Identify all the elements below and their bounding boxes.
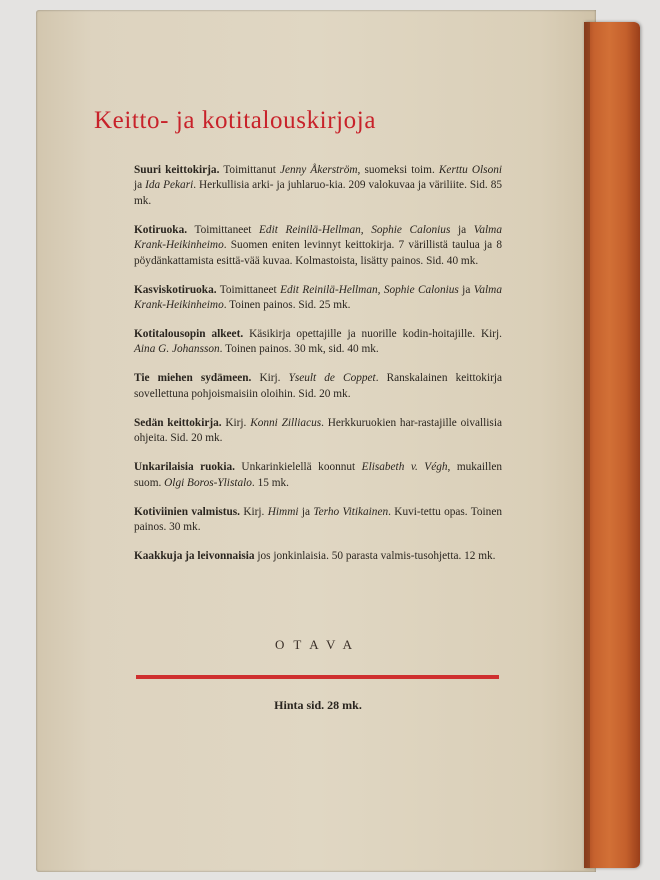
book-entry-text: . Herkkuruokien har-rastajille oivallisia ohjeita. Sid. 20 mk. xyxy=(134,416,502,445)
book-entry-person: Kerttu Olsoni xyxy=(438,164,503,176)
book-entry-person: Valma Krank-Heikinheimo xyxy=(134,283,502,312)
book-entry-title: Kotiviinien valmistus. xyxy=(134,505,240,518)
book-entry-person: Edit Reinilä-Hellman, Sophie Calonius xyxy=(280,283,459,296)
book-entry xyxy=(134,163,502,209)
book-entry-person: Aina G. Johansson xyxy=(134,343,220,356)
book-spine xyxy=(584,22,640,868)
book-entry-text: ja xyxy=(298,505,314,518)
page-title: Keitto- ja kotitalouskirjoja xyxy=(94,107,377,134)
book-entry-text: Toimittaneet xyxy=(216,283,281,296)
book-entry xyxy=(134,371,502,402)
book-entry-text: jos jonkinlaisia. 50 parasta valmis-tusohjetta. 12 mk. xyxy=(254,550,496,563)
book-entry-text: . Herkullisia arki- ja juhlaruo-kia. 209 valokuvaa ja väriliite. Sid. 85 mk. xyxy=(134,179,502,207)
book-entry-text: ja xyxy=(134,179,146,192)
book-entry-title: Unkarilaisia ruokia. xyxy=(134,461,235,474)
book-entry-title: Tie miehen sydämeen. xyxy=(134,372,252,385)
book-entry-person: Olgi Boros-Ylistalo xyxy=(164,476,252,489)
book-entry xyxy=(134,460,502,491)
book-entry-text: . Toinen painos. 30 mk, sid. 40 mk. xyxy=(219,343,379,356)
book-entry-text: , mukaillen suom. xyxy=(134,461,502,489)
book-entry-text: . Ranskalainen keittokirja sovellettuna pohjoismaisiin oloihin. Sid. 20 mk. xyxy=(134,372,502,400)
book-entry xyxy=(134,327,502,358)
price-label: Hinta sid. 28 mk. xyxy=(274,698,362,712)
book-entry-title: Kotiruoka. xyxy=(134,223,188,236)
book-entry-person: Terho Vitikainen xyxy=(313,505,389,518)
book-entry-text: ja xyxy=(458,283,474,296)
book-entry-person: Valma Krank-Heikinheimo xyxy=(134,223,502,252)
book-entry-person: Edit Reinilä-Hellman, Sophie Calonius xyxy=(259,223,451,236)
book-entry xyxy=(134,505,502,536)
book-entry-person: Elisabeth v. Végh xyxy=(361,461,448,474)
book-entry-text: . Toinen painos. Sid. 25 mk. xyxy=(223,299,351,312)
book-entry xyxy=(134,223,502,269)
book-entry-text: ja xyxy=(450,223,474,236)
book-entry-text: Unkarinkielellä koonnut xyxy=(234,461,362,474)
book-entry xyxy=(134,283,502,314)
book-entry-text: Kirj. xyxy=(221,416,251,429)
book-entry-person: Konni Zilliacus xyxy=(250,416,322,429)
book-list xyxy=(134,163,502,578)
red-rule-divider xyxy=(136,675,499,679)
book-entry-person: Himmi xyxy=(267,505,299,518)
book-entry-person: Jenny Åkerström xyxy=(279,164,358,176)
book-entry-text: , suomeksi toim. xyxy=(357,164,439,176)
spine-edge xyxy=(584,22,590,868)
book-entry-text: Toimittanut xyxy=(219,164,280,176)
book-entry-person: Ida Pekari xyxy=(145,179,194,192)
book-entry xyxy=(134,549,502,564)
book-entry xyxy=(134,416,502,447)
book-entry-text: . Suomen eniten levinnyt keittokirja. 7 värillistä taulua ja 8 pöydänkattamista esittä-vää kuvaa. Kolmastoista, lisätty painos. Sid. 40 mk. xyxy=(134,239,502,267)
book-entry-title: Kasviskotiruoka. xyxy=(134,283,217,296)
book-entry-text: . Kuvi-tettu opas. Toinen painos. 30 mk. xyxy=(134,505,502,534)
book-entry-title: Sedän keittokirja. xyxy=(134,416,222,429)
publisher-name: OTAVA xyxy=(274,637,362,652)
book-entry-text: Toimittaneet xyxy=(187,223,260,236)
book-entry-title: Suuri keittokirja. xyxy=(134,164,220,176)
book-entry-title: Kaakkuja ja leivonnaisia xyxy=(134,550,255,563)
book-entry-text: Käsikirja opettajille ja nuorille kodin-hoitajille. Kirj. xyxy=(243,328,502,341)
book-entry-text: Kirj. xyxy=(251,372,289,385)
book-entry-person: Yseult de Coppet xyxy=(288,372,376,385)
book-entry-text: . 15 mk. xyxy=(251,476,289,489)
book-entry-text: Kirj. xyxy=(240,505,268,518)
book-entry-title: Kotitalousopin alkeet. xyxy=(134,328,244,341)
